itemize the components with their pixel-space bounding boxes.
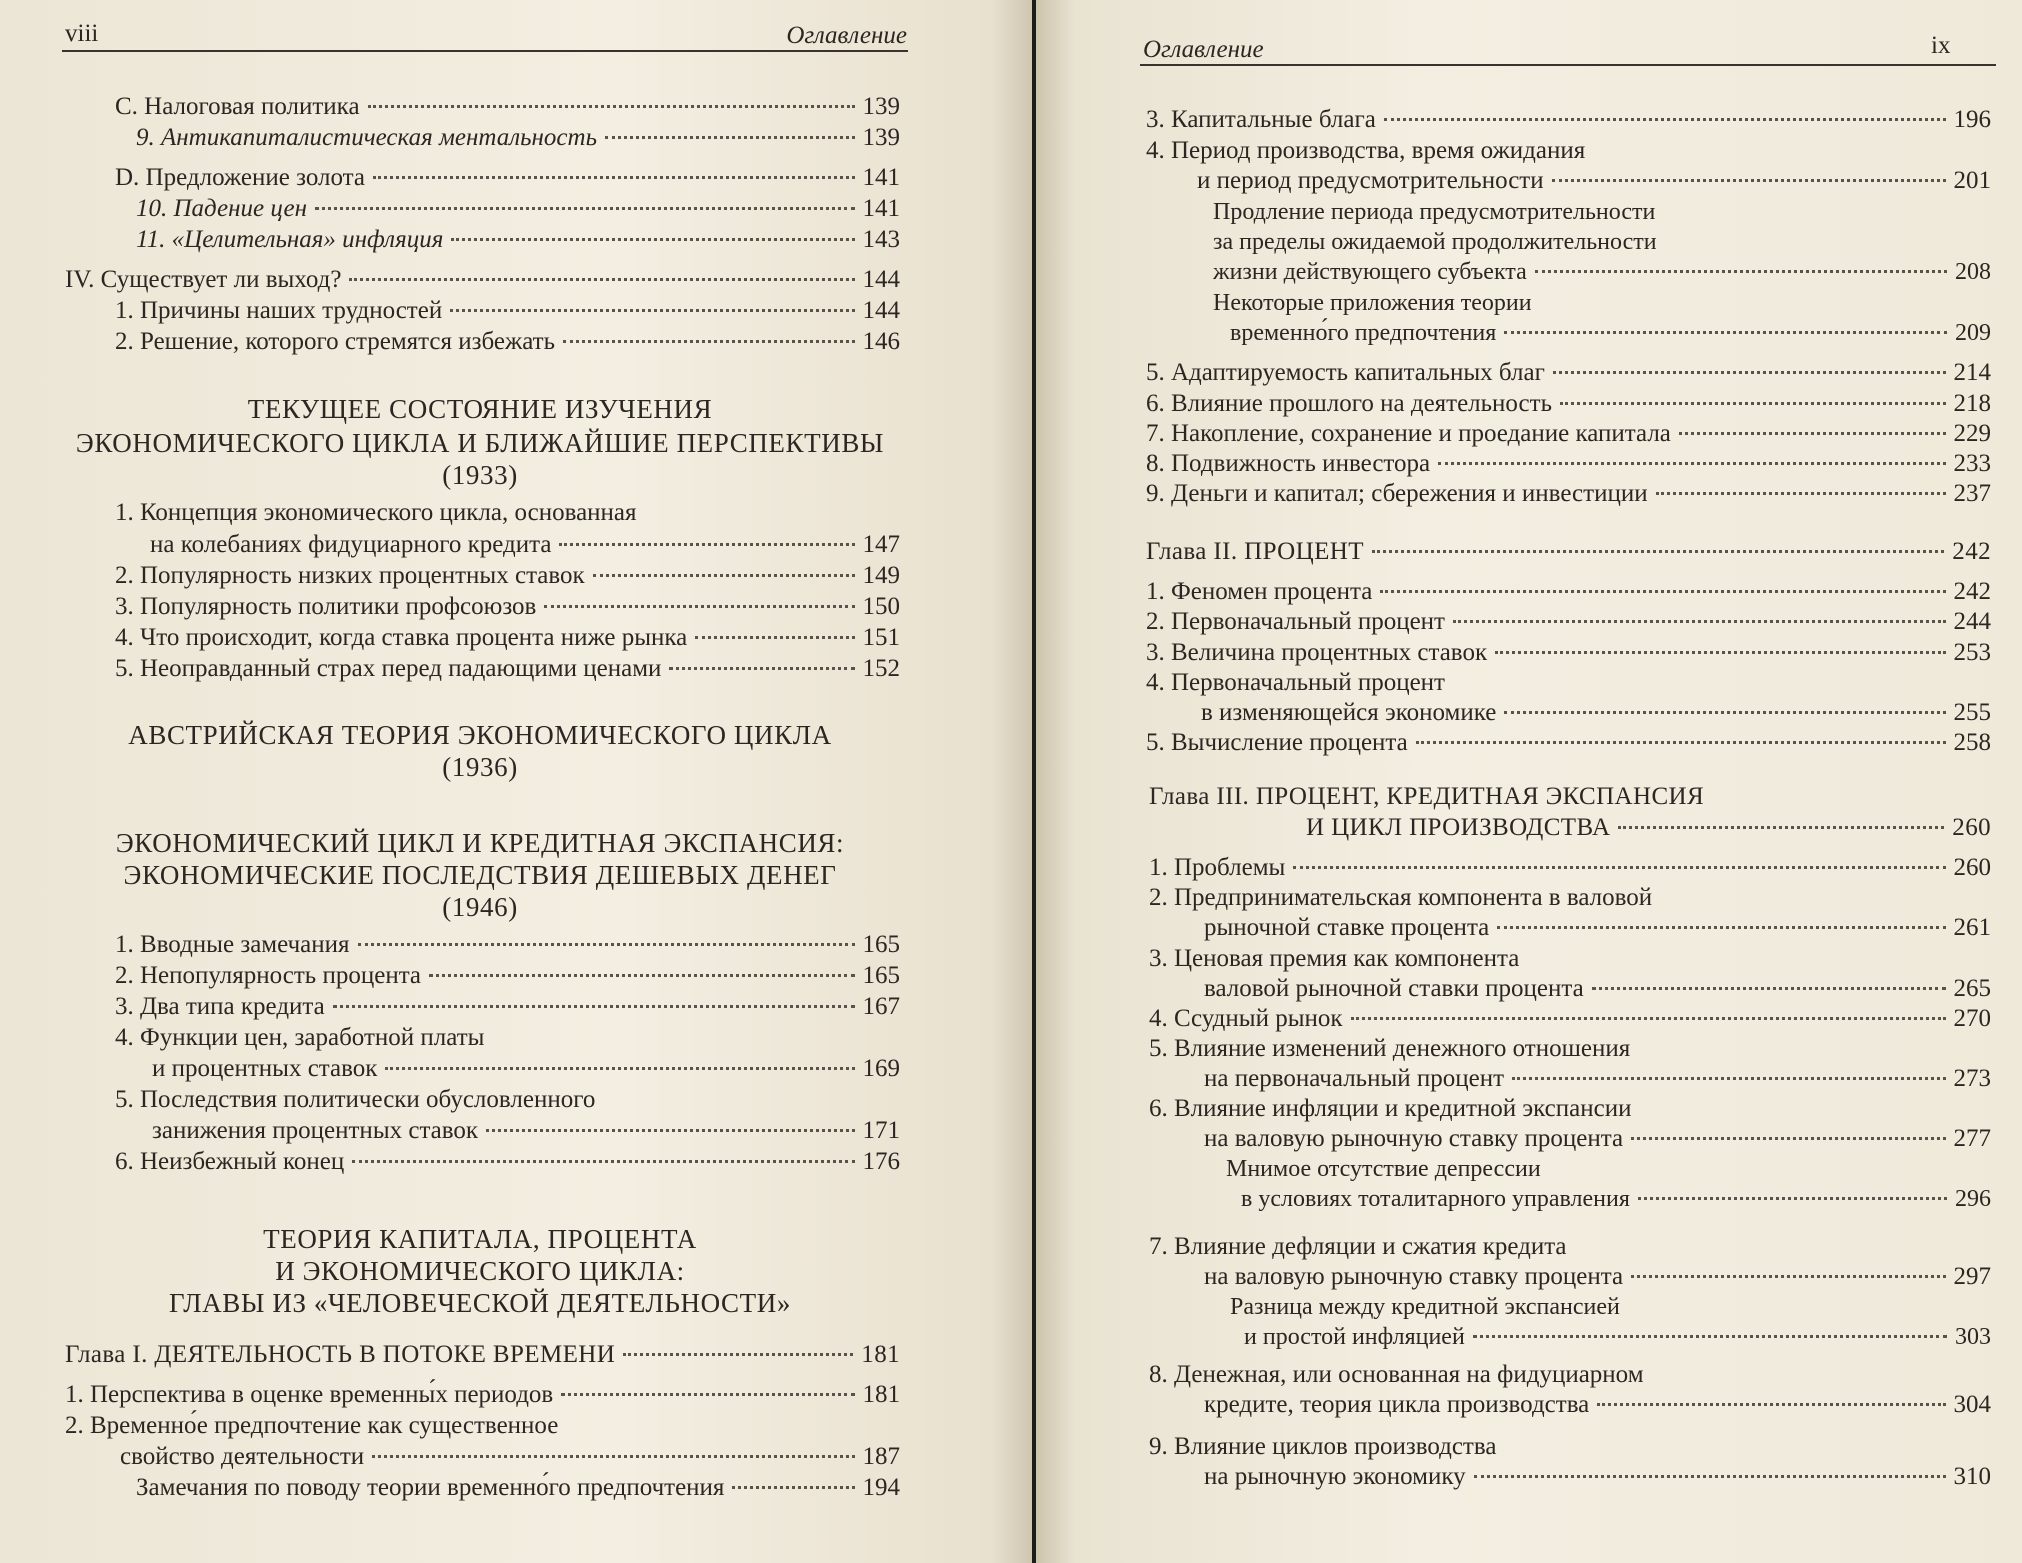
left-page-number: viii <box>65 20 99 47</box>
toc-line: 2. Временно́е предпочтение как существенное <box>65 1412 559 1439</box>
section-heading: ЭКОНОМИЧЕСКИЕ ПОСЛЕДСТВИЯ ДЕШЕВЫХ ДЕНЕГ <box>123 860 837 890</box>
toc-entry: 3. Капитальные блага 196 <box>1146 106 1991 133</box>
toc-line: 8. Денежная, или основанная на фидуциарном <box>1149 1361 1644 1388</box>
toc-entry: валовой рыночной ставки процента 265 <box>1204 975 1991 1002</box>
section-heading: ЭКОНОМИЧЕСКОГО ЦИКЛА И БЛИЖАЙШИЕ ПЕРСПЕКТИВЫ <box>75 428 885 458</box>
toc-entry: на колебаниях фидуциарного кредита 147 <box>150 531 900 558</box>
toc-entry: и период предусмотрительности 201 <box>1197 167 1991 194</box>
toc-entry: 10. Падение цен 141 <box>136 195 900 222</box>
toc-entry: C. Налоговая политика 139 <box>115 93 900 120</box>
right-page-number: ix <box>1931 32 1951 59</box>
toc-entry: на валовую рыночную ставку процента 297 <box>1204 1263 1991 1290</box>
section-heading: ТЕОРИЯ КАПИТАЛА, ПРОЦЕНТА <box>263 1224 697 1254</box>
toc-entry: в изменяющейся экономике 255 <box>1201 699 1991 726</box>
right-page <box>1036 0 2022 1563</box>
toc-entry: 1. Перспектива в оценке временны́х периодов 181 <box>65 1381 900 1408</box>
toc-line: Мнимое отсутствие депрессии <box>1226 1156 1541 1182</box>
toc-line: Разница между кредитной экспансией <box>1230 1294 1620 1320</box>
section-year: (1933) <box>442 460 518 490</box>
toc-line: за пределы ожидаемой продолжительности <box>1213 229 1657 255</box>
toc-entry: 9. Антикапиталистическая ментальность 139 <box>136 124 900 151</box>
section-year: (1946) <box>442 892 518 922</box>
toc-entry: 2. Решение, которого стремятся избежать 146 <box>115 328 900 355</box>
toc-entry: 2. Популярность низких процентных ставок 149 <box>115 562 900 589</box>
toc-entry: жизни действующего субъекта 208 <box>1213 259 1991 285</box>
section-heading: АВСТРИЙСКАЯ ТЕОРИЯ ЭКОНОМИЧЕСКОГО ЦИКЛА <box>128 720 832 750</box>
toc-entry: на первоначальный процент 273 <box>1204 1065 1991 1092</box>
section-heading: И ЭКОНОМИЧЕСКОГО ЦИКЛА: <box>275 1256 685 1286</box>
toc-entry: кредите, теория цикла производства 304 <box>1204 1391 1991 1418</box>
toc-entry: 6. Влияние прошлого на деятельность 218 <box>1146 390 1991 417</box>
toc-line: 5. Последствия политически обусловленного <box>115 1086 596 1113</box>
toc-entry: Замечания по поводу теории временно́го предпочтения 194 <box>136 1474 900 1501</box>
toc-line: 4. Первоначальный процент <box>1146 669 1445 696</box>
toc-line: Некоторые приложения теории <box>1213 290 1532 316</box>
toc-entry: 9. Деньги и капитал; сбережения и инвестиции 237 <box>1146 480 1991 507</box>
toc-entry: временно́го предпочтения 209 <box>1230 320 1991 346</box>
toc-entry: 4. Ссудный рынок 270 <box>1149 1005 1991 1032</box>
toc-entry: 11. «Целительная» инфляция 143 <box>136 226 900 253</box>
chapter-title-line: Глава III. ПРОЦЕНТ, КРЕДИТНАЯ ЭКСПАНСИЯ <box>1149 783 1705 810</box>
toc-entry: 1. Причины наших трудностей 144 <box>115 297 900 324</box>
toc-entry: 3. Величина процентных ставок 253 <box>1146 639 1991 666</box>
toc-entry: 1. Феномен процента 242 <box>1146 578 1991 605</box>
toc-entry: 5. Адаптируемость капитальных благ 214 <box>1146 359 1991 386</box>
toc-entry: занижения процентных ставок 171 <box>152 1117 900 1144</box>
toc-entry: и простой инфляцией 303 <box>1244 1324 1991 1350</box>
toc-entry: IV. Существует ли выход? 144 <box>65 266 900 293</box>
toc-entry: в условиях тоталитарного управления 296 <box>1241 1186 1991 1212</box>
toc-entry: 3. Два типа кредита 167 <box>115 993 900 1020</box>
toc-entry: свойство деятельности 187 <box>120 1443 900 1470</box>
toc-entry: 5. Неоправданный страх перед падающими ценами 152 <box>115 655 900 682</box>
toc-entry: 8. Подвижность инвестора 233 <box>1146 450 1991 477</box>
toc-line: Продление периода предусмотрительности <box>1213 199 1656 225</box>
toc-line: 1. Концепция экономического цикла, основанная <box>115 499 637 526</box>
toc-line: 7. Влияние дефляции и сжатия кредита <box>1149 1233 1567 1260</box>
toc-entry: 2. Непопулярность процента 165 <box>115 962 900 989</box>
right-header-rule <box>1140 64 1996 66</box>
toc-entry: рыночной ставке процента 261 <box>1204 914 1991 941</box>
toc-entry: 7. Накопление, сохранение и проедание капитала 229 <box>1146 420 1991 447</box>
toc-entry: 1. Проблемы 260 <box>1149 854 1991 881</box>
toc-line: 6. Влияние инфляции и кредитной экспансии <box>1149 1095 1632 1122</box>
toc-entry: 3. Популярность политики профсоюзов 150 <box>115 593 900 620</box>
toc-line: 4. Период производства, время ожидания <box>1146 137 1586 164</box>
section-year: (1936) <box>442 752 518 782</box>
toc-entry: 4. Что происходит, когда ставка процента ниже рынка 151 <box>115 624 900 651</box>
toc-line: 2. Предпринимательская компонента в валовой <box>1149 884 1653 911</box>
chapter-entry: Глава II. ПРОЦЕНТ 242 <box>1146 538 1991 565</box>
toc-entry: 6. Неизбежный конец 176 <box>115 1148 900 1175</box>
left-header-rule <box>62 50 908 52</box>
section-heading: ГЛАВЫ ИЗ «ЧЕЛОВЕЧЕСКОЙ ДЕЯТЕЛЬНОСТИ» <box>169 1288 791 1318</box>
toc-entry: на валовую рыночную ставку процента 277 <box>1204 1125 1991 1152</box>
toc-line: 4. Функции цен, заработной платы <box>115 1024 485 1051</box>
toc-entry: на рыночную экономику 310 <box>1204 1463 1991 1490</box>
toc-entry: 5. Вычисление процента 258 <box>1146 729 1991 756</box>
toc-line: 9. Влияние циклов производства <box>1149 1433 1497 1460</box>
chapter-entry: Глава I. ДЕЯТЕЛЬНОСТЬ В ПОТОКЕ ВРЕМЕНИ 181 <box>65 1341 900 1368</box>
toc-line: 5. Влияние изменений денежного отношения <box>1149 1035 1631 1062</box>
chapter-entry: И ЦИКЛ ПРОИЗВОДСТВА 260 <box>1306 814 1991 841</box>
toc-line: 3. Ценовая премия как компонента <box>1149 945 1520 972</box>
toc-entry: и процентных ставок 169 <box>152 1055 900 1082</box>
toc-entry: 1. Вводные замечания 165 <box>115 931 900 958</box>
section-heading: ТЕКУЩЕЕ СОСТОЯНИЕ ИЗУЧЕНИЯ <box>247 394 713 424</box>
left-running-title: Оглавление <box>786 22 907 49</box>
right-running-title: Оглавление <box>1143 36 1264 63</box>
toc-entry: D. Предложение золота 141 <box>115 164 900 191</box>
section-heading: ЭКОНОМИЧЕСКИЙ ЦИКЛ И КРЕДИТНАЯ ЭКСПАНСИЯ: <box>115 828 845 858</box>
toc-entry: 2. Первоначальный процент 244 <box>1146 608 1991 635</box>
